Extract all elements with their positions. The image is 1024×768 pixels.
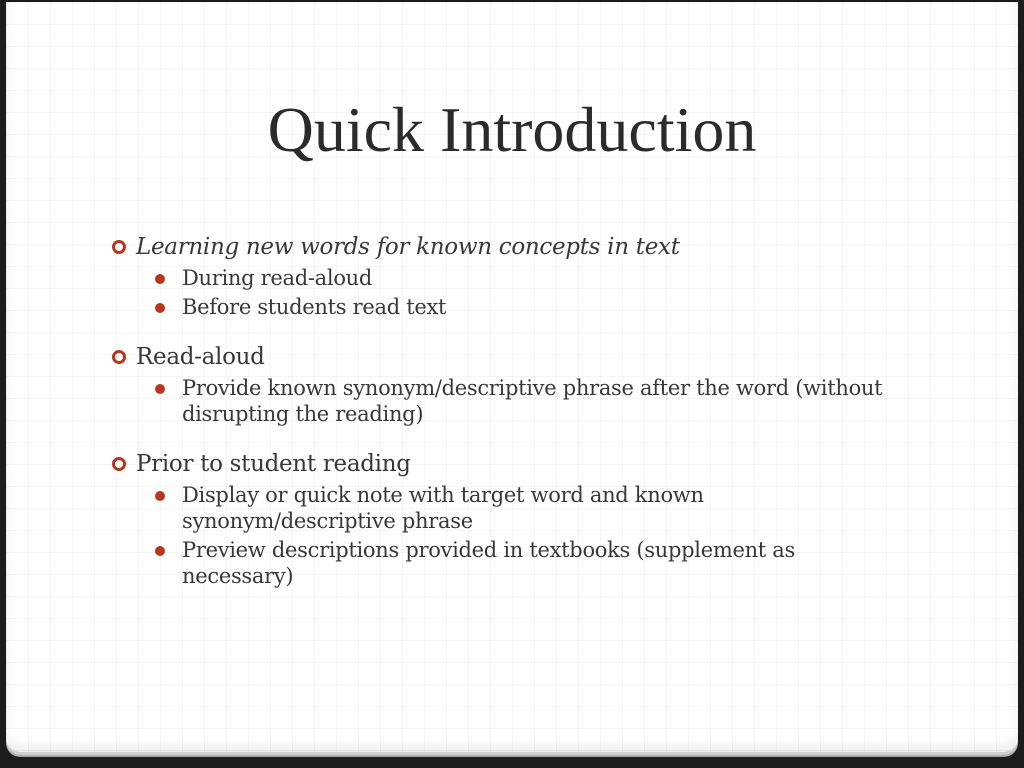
sub-bullet-item	[102, 482, 892, 534]
dot-bullet-icon	[155, 274, 165, 284]
bullet-text: Read-aloud	[136, 344, 265, 370]
slide	[6, 2, 1018, 752]
sub-bullet-text: During read-aloud	[182, 266, 373, 290]
bullet-item	[102, 232, 892, 262]
bullet-text: Prior to student reading	[136, 451, 411, 477]
bullet-group	[102, 449, 892, 589]
bullet-item	[102, 342, 892, 372]
sub-bullet-item	[102, 294, 892, 320]
sub-bullet-item	[102, 375, 892, 427]
dot-bullet-icon	[155, 303, 165, 313]
sub-bullet-item	[102, 537, 892, 589]
sub-bullet-item	[102, 265, 892, 291]
bullet-group	[102, 232, 892, 320]
sub-bullet-text: Provide known synonym/descriptive phrase after the word (without disrupting the reading)	[182, 376, 883, 426]
bullet-list	[102, 232, 892, 611]
bullet-text: Learning new words for known concepts in text	[136, 234, 680, 260]
dot-bullet-icon	[155, 491, 165, 501]
dot-bullet-icon	[155, 546, 165, 556]
slide-title: Quick Introduction	[267, 94, 757, 165]
sub-bullet-text: Preview descriptions provided in textbooks (supplement as necessary)	[182, 538, 796, 588]
bullet-group	[102, 342, 892, 427]
sub-bullet-text: Display or quick note with target word and known synonym/descriptive phrase	[182, 483, 704, 533]
ring-bullet-icon	[112, 240, 126, 254]
bullet-item	[102, 449, 892, 479]
ring-bullet-icon	[112, 350, 126, 364]
sub-bullet-text: Before students read text	[182, 295, 447, 319]
dot-bullet-icon	[155, 384, 165, 394]
ring-bullet-icon	[112, 457, 126, 471]
